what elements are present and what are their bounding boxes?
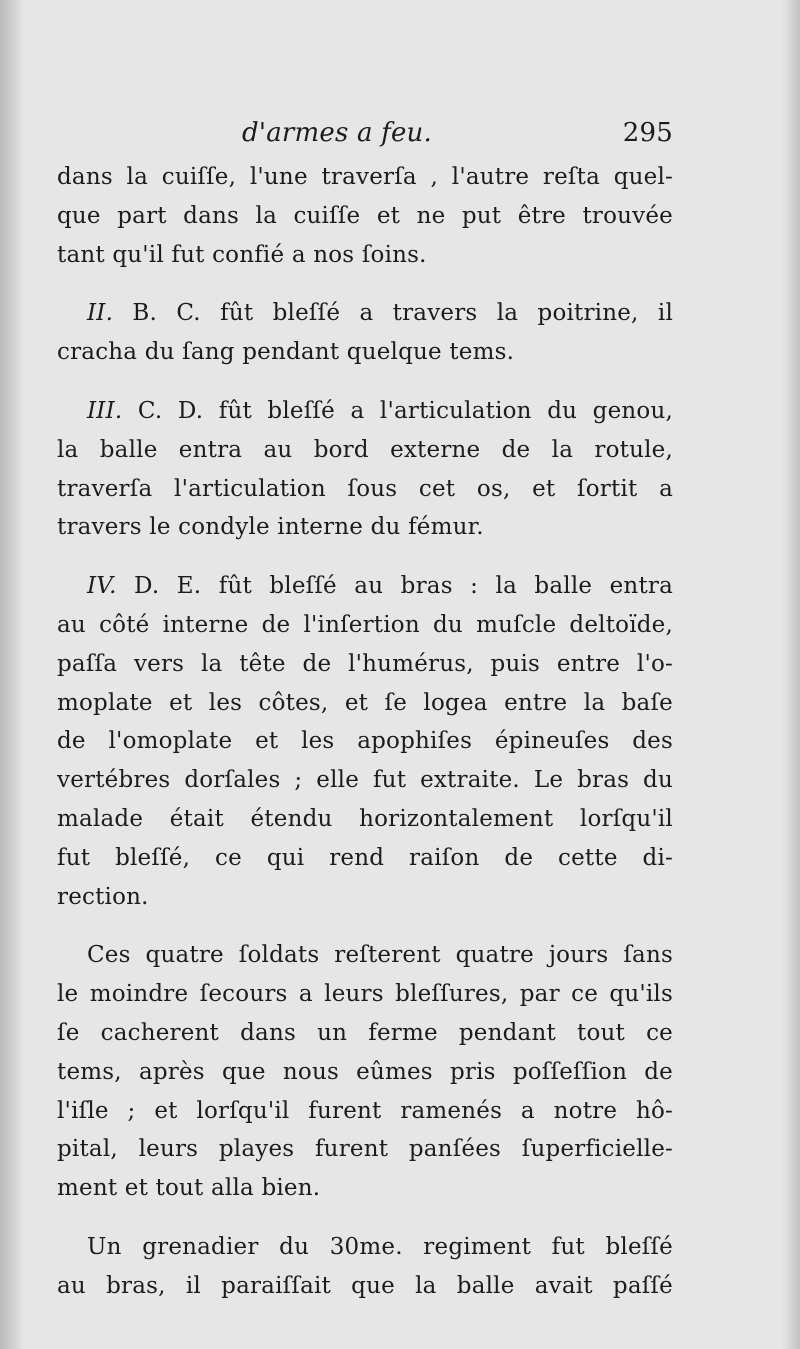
text-line	[57, 392, 673, 431]
page-header	[57, 118, 673, 158]
text-line: ment et tout alla bien.	[57, 1175, 321, 1202]
text-line: l'iſle ; et lorſqu'il furent ramenés a notre hô-	[57, 1097, 673, 1124]
text-line: paſſa vers la tête de l'humérus, puis entre l'o-	[57, 650, 673, 677]
text-line: que part dans la cuiſſe et ne put être trouvée	[57, 202, 673, 229]
text-line: le moindre ſecours a leurs bleſſures, par ce qu'ils	[57, 981, 673, 1008]
text-line: ſe cacherent dans un ferme pendant tout ce	[57, 1019, 673, 1046]
text-line	[57, 294, 673, 333]
text-line	[57, 567, 673, 606]
text-line: fut bleſſé, ce qui rend raiſon de cette di-	[57, 844, 673, 871]
text-fragment: C. D. fût bleſſé a l'articulation du genou,	[137, 397, 673, 424]
page-edge-left	[0, 0, 22, 1349]
text-line: Un grenadier du 30me. regiment fut bleſſé	[87, 1233, 673, 1260]
paragraph-case-4	[57, 567, 673, 916]
paragraph-continuation	[57, 158, 673, 274]
page-number: 295	[622, 118, 673, 148]
case-number: IV.	[87, 573, 117, 600]
text-line: travers le condyle interne du fémur.	[57, 514, 484, 541]
text-line: vertébres dorſales ; elle fut extraite. Le bras du	[57, 767, 673, 794]
text-fragment: B. C. fût bleſſé a travers la poitrine, il	[132, 300, 673, 327]
text-line: de l'omoplate et les apophiſes épineuſes des	[57, 728, 673, 755]
paragraph-grenadier	[57, 1228, 673, 1306]
case-number: III.	[87, 397, 123, 424]
case-number: II.	[87, 300, 114, 327]
text-line: tems, après que nous eûmes pris poſſeſſion de	[57, 1058, 673, 1085]
paragraph-soldiers	[57, 936, 673, 1208]
text-line: au bras, il paraiſſait que la balle avait paſſé	[57, 1272, 673, 1299]
text-line: Ces quatre ſoldats reſterent quatre jours ſans	[87, 942, 673, 969]
text-line: traverſa l'articulation ſous cet os, et ſortit a	[57, 475, 673, 502]
text-line: cracha du ſang pendant quelque tems.	[57, 339, 515, 366]
text-line: la balle entra au bord externe de la rotule,	[57, 436, 673, 463]
text-line: malade était étendu horizontalement lorſqu'il	[57, 805, 673, 832]
running-head: d'armes a feu.	[242, 118, 432, 148]
text-line: pital, leurs playes furent panſées ſuperficielle-	[57, 1136, 673, 1163]
text-block	[57, 118, 673, 1326]
page-edge-right	[782, 0, 800, 1349]
text-line: dans la cuiſſe, l'une traverſa , l'autre reſta quel-	[57, 164, 673, 190]
text-line: au côté interne de l'inſertion du muſcle deltoïde,	[57, 611, 673, 638]
paragraph-case-3	[57, 392, 673, 547]
text-fragment: D. E. fût bleſſé au bras : la balle entra	[134, 573, 673, 600]
text-line: rection.	[57, 883, 149, 910]
text-line: tant qu'il fut confié a nos ſoins.	[57, 241, 427, 268]
paragraph-case-2	[57, 294, 673, 372]
text-line: moplate et les côtes, et ſe logea entre la baſe	[57, 689, 673, 716]
